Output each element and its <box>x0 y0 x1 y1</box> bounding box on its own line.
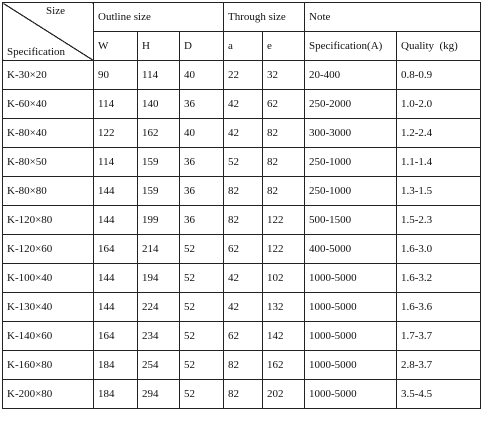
table-row <box>3 148 481 177</box>
a-cell: 82 <box>224 351 263 380</box>
spec-cell: K-130×40 <box>3 293 94 322</box>
w-cell: 144 <box>94 264 138 293</box>
d-cell: 52 <box>180 235 224 264</box>
table-row <box>3 264 481 293</box>
spec-cell: K-30×20 <box>3 61 94 90</box>
quality-cell: 1.1-1.4 <box>397 148 481 177</box>
corner-header-cell <box>3 3 94 61</box>
spec-a-cell: 500-1500 <box>305 206 397 235</box>
quality-cell: 1.6-3.0 <box>397 235 481 264</box>
e-cell: 82 <box>263 177 305 206</box>
d-cell: 52 <box>180 351 224 380</box>
d-cell: 40 <box>180 119 224 148</box>
through-size-header: Through size <box>224 3 305 32</box>
w-cell: 164 <box>94 235 138 264</box>
corner-size-label: Size <box>46 5 65 17</box>
h-cell: 224 <box>138 293 180 322</box>
header-row-group <box>3 3 481 32</box>
table-row <box>3 206 481 235</box>
spec-cell: K-200×80 <box>3 380 94 409</box>
h-cell: 234 <box>138 322 180 351</box>
quality-cell: 1.2-2.4 <box>397 119 481 148</box>
spec-table <box>2 2 481 409</box>
note-header: Note <box>305 3 481 32</box>
spec-cell: K-80×50 <box>3 148 94 177</box>
h-cell: 140 <box>138 90 180 119</box>
d-cell: 36 <box>180 206 224 235</box>
spec-a-cell: 1000-5000 <box>305 380 397 409</box>
table-row <box>3 90 481 119</box>
h-cell: 159 <box>138 148 180 177</box>
w-cell: 114 <box>94 148 138 177</box>
spec-cell: K-140×60 <box>3 322 94 351</box>
e-cell: 82 <box>263 119 305 148</box>
corner-specification-label: Specification <box>7 46 66 58</box>
d-cell: 40 <box>180 61 224 90</box>
spec-cell: K-120×60 <box>3 235 94 264</box>
h-cell: 162 <box>138 119 180 148</box>
spec-a-cell: 1000-5000 <box>305 351 397 380</box>
a-cell: 52 <box>224 148 263 177</box>
a-cell: 82 <box>224 177 263 206</box>
table-row <box>3 61 481 90</box>
table-row <box>3 235 481 264</box>
spec-cell: K-120×80 <box>3 206 94 235</box>
a-cell: 42 <box>224 119 263 148</box>
w-cell: 184 <box>94 380 138 409</box>
d-header: D <box>180 32 224 61</box>
w-cell: 144 <box>94 177 138 206</box>
w-cell: 184 <box>94 351 138 380</box>
w-cell: 144 <box>94 293 138 322</box>
e-cell: 102 <box>263 264 305 293</box>
h-cell: 254 <box>138 351 180 380</box>
a-cell: 62 <box>224 322 263 351</box>
a-cell: 42 <box>224 90 263 119</box>
w-cell: 164 <box>94 322 138 351</box>
e-header: e <box>263 32 305 61</box>
e-cell: 122 <box>263 235 305 264</box>
spec-a-cell: 250-1000 <box>305 148 397 177</box>
d-cell: 52 <box>180 264 224 293</box>
w-cell: 144 <box>94 206 138 235</box>
h-cell: 114 <box>138 61 180 90</box>
quality-cell: 1.0-2.0 <box>397 90 481 119</box>
table-row <box>3 351 481 380</box>
w-cell: 90 <box>94 61 138 90</box>
spec-a-cell: 20-400 <box>305 61 397 90</box>
h-cell: 159 <box>138 177 180 206</box>
table-row <box>3 322 481 351</box>
e-cell: 82 <box>263 148 305 177</box>
h-cell: 194 <box>138 264 180 293</box>
quality-header: Quality (kg) <box>397 32 481 61</box>
a-cell: 42 <box>224 264 263 293</box>
spec-a-cell: 250-1000 <box>305 177 397 206</box>
w-header: W <box>94 32 138 61</box>
h-header: H <box>138 32 180 61</box>
a-cell: 82 <box>224 380 263 409</box>
d-cell: 36 <box>180 90 224 119</box>
h-cell: 199 <box>138 206 180 235</box>
spec-cell: K-80×40 <box>3 119 94 148</box>
d-cell: 52 <box>180 322 224 351</box>
spec-cell: K-100×40 <box>3 264 94 293</box>
e-cell: 32 <box>263 61 305 90</box>
table-row <box>3 177 481 206</box>
table-row <box>3 119 481 148</box>
e-cell: 202 <box>263 380 305 409</box>
spec-a-cell: 400-5000 <box>305 235 397 264</box>
d-cell: 52 <box>180 380 224 409</box>
spec-a-cell: 1000-5000 <box>305 264 397 293</box>
h-cell: 214 <box>138 235 180 264</box>
e-cell: 142 <box>263 322 305 351</box>
quality-cell: 2.8-3.7 <box>397 351 481 380</box>
d-cell: 52 <box>180 293 224 322</box>
outline-size-header: Outline size <box>94 3 224 32</box>
spec-cell: K-160×80 <box>3 351 94 380</box>
h-cell: 294 <box>138 380 180 409</box>
spec-a-cell: 1000-5000 <box>305 293 397 322</box>
quality-cell: 1.6-3.2 <box>397 264 481 293</box>
e-cell: 132 <box>263 293 305 322</box>
table-row <box>3 380 481 409</box>
quality-cell: 3.5-4.5 <box>397 380 481 409</box>
a-header: a <box>224 32 263 61</box>
table-row <box>3 293 481 322</box>
spec-a-cell: 250-2000 <box>305 90 397 119</box>
spec-cell: K-60×40 <box>3 90 94 119</box>
quality-cell: 1.7-3.7 <box>397 322 481 351</box>
quality-cell: 1.6-3.6 <box>397 293 481 322</box>
quality-cell: 0.8-0.9 <box>397 61 481 90</box>
spec-a-cell: 1000-5000 <box>305 322 397 351</box>
a-cell: 82 <box>224 206 263 235</box>
quality-cell: 1.3-1.5 <box>397 177 481 206</box>
spec-cell: K-80×80 <box>3 177 94 206</box>
spec-table-container <box>2 2 481 409</box>
w-cell: 122 <box>94 119 138 148</box>
e-cell: 62 <box>263 90 305 119</box>
quality-cell: 1.5-2.3 <box>397 206 481 235</box>
d-cell: 36 <box>180 177 224 206</box>
a-cell: 62 <box>224 235 263 264</box>
w-cell: 114 <box>94 90 138 119</box>
e-cell: 122 <box>263 206 305 235</box>
e-cell: 162 <box>263 351 305 380</box>
d-cell: 36 <box>180 148 224 177</box>
a-cell: 42 <box>224 293 263 322</box>
spec-a-cell: 300-3000 <box>305 119 397 148</box>
a-cell: 22 <box>224 61 263 90</box>
spec-a-header: Specification(A) <box>305 32 397 61</box>
